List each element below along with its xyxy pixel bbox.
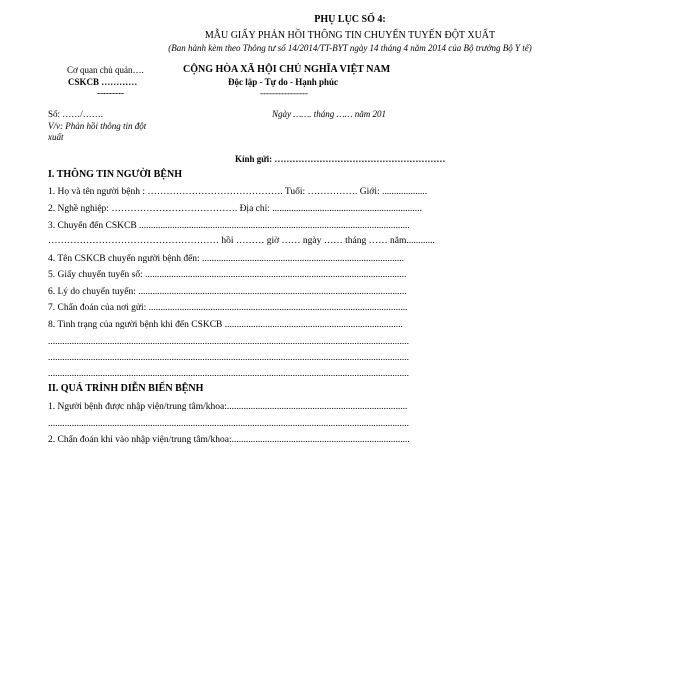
country-name: CỘNG HÒA XÃ HỘI CHỦ NGHĨA VIỆT NAM	[183, 64, 391, 75]
document-date: Ngày ……. tháng …… năm 201	[272, 109, 387, 119]
subject-line-1: V/v: Phản hồi thông tin đột	[48, 121, 147, 131]
patient-name-field: 1. Họ và tên người bệnh : ……………………………………. Tuổi: ……………. Giới: ...................	[48, 187, 428, 197]
blank-line: ........................................................................................................................................................	[48, 337, 409, 347]
admission-field: 1. Người bệnh được nhập viện/trung tâm/khoa:............................................................................	[48, 402, 408, 412]
referral-reason-field: 6. Lý do chuyển tuyến: .................................................................................................................	[48, 287, 407, 297]
patient-condition-field: 8. Tình trạng của người bệnh khi đến CSKCB ...........................................................................	[48, 320, 403, 330]
issued-note: (Ban hành kèm theo Thông tư số 14/2014/TT-BYT ngày 14 tháng 4 năm 2014 của Bộ trưởng Bộ Y tế)	[168, 43, 532, 53]
document-number: Số: ……/…….	[48, 109, 104, 119]
occupation-field: 2. Nghề nghiệp: …………………………………. Địa chỉ: ...............................................................	[48, 204, 422, 214]
motto: Độc lập - Tự do - Hạnh phúc	[228, 77, 339, 87]
section2-title: II. QUÁ TRÌNH DIỄN BIẾN BỆNH	[48, 383, 204, 394]
sending-facility-field: 4. Tên CSKCB chuyển người bệnh đến: .....................................................................................	[48, 254, 404, 264]
referral-number-field: 5. Giấy chuyển tuyến số: ..............................................................................................................	[48, 270, 407, 280]
sender-diagnosis-field: 7. Chẩn đoán của nơi gửi: .............................................................................................................	[48, 303, 408, 313]
recipient-line: Kính gửi: …………………………………………………	[235, 154, 446, 164]
blank-line: ........................................................................................................................................................	[48, 369, 409, 379]
form-title: MẪU GIẤY PHẢN HỒI THÔNG TIN CHUYỂN TUYẾN ĐỘT XUẤT	[204, 30, 496, 41]
facility-label: CSKCB …………	[68, 77, 138, 87]
agency-label: Cơ quan chủ quản….	[67, 65, 144, 75]
right-divider: ----------------	[260, 88, 308, 98]
left-divider: ---------	[97, 88, 124, 98]
subject-line-2: xuất	[48, 132, 64, 142]
transfer-to-field: 3. Chuyển đến CSKCB ..................................................................................................................	[48, 221, 410, 231]
section1-title: I. THÔNG TIN NGƯỜI BỆNH	[48, 169, 183, 180]
appendix-title: PHỤ LỤC SỐ 4:	[314, 14, 386, 25]
blank-line: ........................................................................................................................................................	[48, 353, 409, 363]
admission-diagnosis-field: 2. Chẩn đoán khi vào nhập viện/trung tâm/khoa:...........................................................................	[48, 435, 410, 445]
blank-line: ........................................................................................................................................................	[48, 419, 409, 429]
transfer-time-field: ……………………………………………… hồi ……… giờ …… ngày …… tháng …… năm............	[48, 236, 435, 246]
